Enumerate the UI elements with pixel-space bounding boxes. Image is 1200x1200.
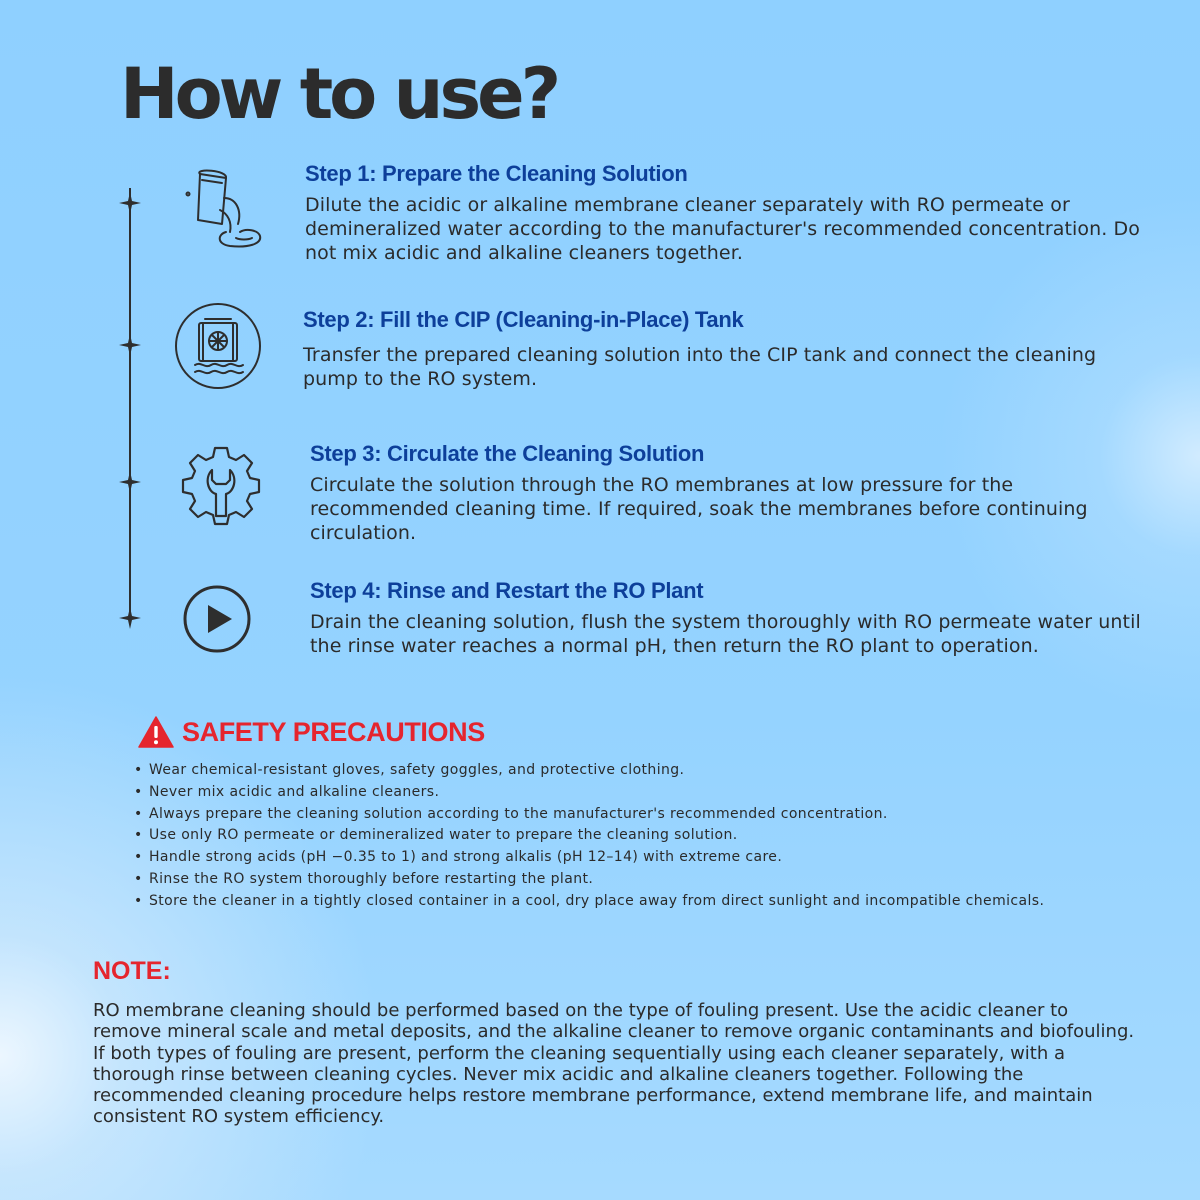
- step-2-title: Step 2: Fill the CIP (Cleaning-in-Place) Tank: [303, 307, 744, 332]
- timeline-star-icon: [119, 192, 141, 214]
- timeline-star-icon: [119, 471, 141, 493]
- safety-item: • Store the cleaner in a tightly closed container in a cool, dry place away from direct sunlight and incompatible chemicals.: [134, 891, 1094, 913]
- safety-item: • Never mix acidic and alkaline cleaners.: [134, 782, 1094, 804]
- bucket-pour-icon: [178, 166, 268, 256]
- safety-item: • Use only RO permeate or demineralized water to prepare the cleaning solution.: [134, 825, 1094, 847]
- step-3-body: Circulate the solution through the RO membranes at low pressure for the recommended cleaning time. If required, soak the membranes before continuing circulation.: [310, 474, 1088, 544]
- timeline-line: [129, 188, 131, 622]
- tank-pump-icon: [173, 301, 263, 391]
- step-2-body: Transfer the prepared cleaning solution into the CIP tank and connect the cleaning pump to the RO system.: [303, 344, 1097, 390]
- step-1-body: Dilute the acidic or alkaline membrane cleaner separately with RO permeate or demineralized water according to the manufacturer's recommended concentration. Do not mix acidic and alkaline cleaners together.: [305, 194, 1141, 264]
- step-4-title: Step 4: Rinse and Restart the RO Plant: [310, 578, 704, 603]
- step-4-body: Drain the cleaning solution, flush the system thoroughly with RO permeate water until the rinse water reaches a normal pH, then return the RO plant to operation.: [310, 611, 1141, 657]
- safety-item: • Always prepare the cleaning solution according to the manufacturer's recommended concentration.: [134, 804, 1094, 826]
- note-title: NOTE:: [93, 957, 171, 985]
- safety-item: • Handle strong acids (pH −0.35 to 1) and strong alkalis (pH 12–14) with extreme care.: [134, 847, 1094, 869]
- play-icon: [172, 574, 262, 664]
- safety-list: [134, 760, 1094, 913]
- page-title: How to use?: [120, 53, 558, 135]
- safety-title: SAFETY PRECAUTIONS: [182, 716, 485, 747]
- safety-header: [138, 716, 485, 748]
- step-3-title: Step 3: Circulate the Cleaning Solution: [310, 441, 705, 466]
- step-1-title: Step 1: Prepare the Cleaning Solution: [305, 161, 688, 186]
- note-body: RO membrane cleaning should be performed based on the type of fouling present. Use the acidic cleaner to remove mineral scale and metal deposits, and the alkaline cleaner to remove organic contaminants and biofouling. If both types of fouling are present, perform the cleaning sequentially using each cleaner separately, with a thorough rinse between cleaning cycles. Never mix acidic and alkaline cleaners together. Following the recommended cleaning procedure helps restore membrane performance, extend membrane life, and maintain consistent RO system efficiency.: [93, 1000, 1135, 1128]
- gear-wrench-icon: [176, 440, 266, 530]
- warning-icon: [138, 716, 174, 748]
- timeline-star-icon: [119, 607, 141, 629]
- safety-item: • Wear chemical-resistant gloves, safety goggles, and protective clothing.: [134, 760, 1094, 782]
- timeline-star-icon: [119, 334, 141, 356]
- safety-item: • Rinse the RO system thoroughly before restarting the plant.: [134, 869, 1094, 891]
